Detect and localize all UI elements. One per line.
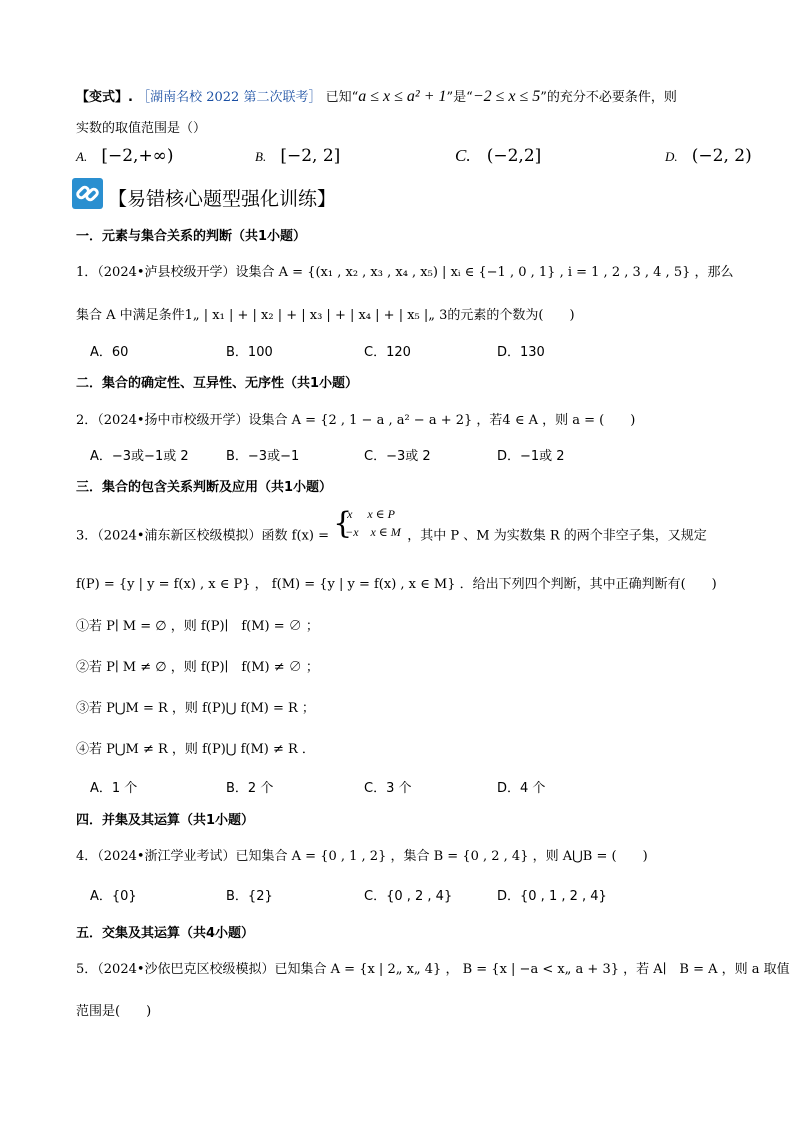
- q3-judgment-3: ③若 P⋃M = R ，则 f(P)⋃ f(M) = R ；: [76, 701, 315, 716]
- section-4-title: 四．并集及其运算（共1小题）: [76, 813, 255, 828]
- q3-line1: [76, 506, 707, 552]
- variant-question-line2: 实数的取值范围是（）: [76, 121, 207, 136]
- variant-text-c: ”的充分不必要条件，则: [540, 90, 677, 105]
- q2-option-a: A．−3或−1或 2: [90, 449, 189, 464]
- variant-source: ［湖南名校 2022 第二次联考］: [137, 90, 322, 105]
- q2-option-c: C．−3或 2: [364, 449, 431, 464]
- q3-line2: f(P) = {y | y = f(x) , x ∈ P} ， f(M) = {y | y = f(x) , x ∈ M} ．给出下列四个判断，其中正确判断有( ): [76, 577, 717, 592]
- q4-option-c: C．{0 , 2 , 4}: [364, 889, 453, 904]
- q3-option-b: B．2 个: [226, 781, 274, 796]
- q3-option-a: A．1 个: [90, 781, 138, 796]
- variant-condition-1: a ≤ x ≤ a² + 1: [358, 88, 447, 105]
- q3-case-1: x x ∈ P: [347, 507, 395, 521]
- variant-tag: 【变式】.: [76, 90, 133, 105]
- heading-title: 【易错核心题型强化训练】: [108, 188, 337, 210]
- option-letter: C.: [455, 146, 471, 165]
- q3-option-c: C．3 个: [364, 781, 412, 796]
- q2-option-d: D．−1或 2: [497, 449, 565, 464]
- q1-option-a: A．60: [90, 345, 129, 360]
- variant-option-a: [76, 146, 173, 166]
- option-letter: B.: [255, 149, 267, 164]
- option-letter: A.: [76, 149, 88, 164]
- section-2-title: 二．集合的确定性、互异性、无序性（共1小题）: [76, 376, 359, 391]
- q2-option-b: B．−3或−1: [226, 449, 300, 464]
- option-value: (−2,2]: [486, 146, 542, 166]
- q4-option-b: B．{2}: [226, 889, 273, 904]
- variant-option-b: [255, 146, 340, 166]
- section-1-title: 一．元素与集合关系的判断（共1小题）: [76, 229, 307, 244]
- option-value: [−2, 2]: [280, 146, 341, 166]
- variant-question-line1: [76, 86, 677, 106]
- q2-line1: 2．（2024•扬中市校级开学）设集合 A = {2 , 1 − a , a² − a + 2} ，若4 ∈ A ，则 a = ( ): [76, 413, 636, 428]
- q4-line1: 4．（2024•浙江学业考试）已知集合 A = {0 , 1 , 2} ，集合 B = {0 , 2 , 4} ，则 A⋃B = ( ): [76, 849, 648, 864]
- q3-option-d: D．4 个: [497, 781, 546, 796]
- q3-judgment-1: ①若 P∣ M = ∅ ，则 f(P)∣ f(M) = ∅ ；: [76, 619, 319, 634]
- q4-option-d: D．{0 , 1 , 2 , 4}: [497, 889, 607, 904]
- option-value: (−2, 2): [691, 146, 752, 166]
- q3-judgment-2: ②若 P∣ M ≠ ∅ ，则 f(P)∣ f(M) ≠ ∅ ；: [76, 660, 319, 675]
- variant-option-d: [665, 146, 752, 166]
- q1-option-b: B．100: [226, 345, 273, 360]
- variant-text-b: ”是“: [446, 90, 473, 105]
- q5-line2: 范围是( ): [76, 1004, 152, 1019]
- q1-line2: 集合 A 中满足条件1„ | x₁ | + | x₂ | + | x₃ | + | x₄ | + | x₅ |„ 3的元素的个数为( ): [76, 308, 575, 323]
- q5-line1: 5．（2024•沙依巴克区校级模拟）已知集合 A = {x | 2„ x„ 4} ， B = {x | −a < x„ a + 3} ，若 A∣ B = A ，则 a 取值: [76, 962, 790, 977]
- q3-text-a: 3．（2024•浦东新区校级模拟）函数 f(x) =: [76, 528, 329, 544]
- q3-text-b: ，其中 P 、M 为实数集 R 的两个非空子集，又规定: [407, 528, 707, 544]
- q3-case-2: −x x ∈ M: [345, 525, 401, 539]
- option-letter: D.: [665, 149, 678, 164]
- q1-option-d: D．130: [497, 345, 545, 360]
- option-value: [−2,+∞): [101, 146, 174, 166]
- q4-option-a: A．{0}: [90, 889, 137, 904]
- variant-condition-2: −2 ≤ x ≤ 5: [472, 88, 541, 105]
- variant-text-a: 已知“: [325, 90, 359, 105]
- q1-option-c: C．120: [364, 345, 411, 360]
- section-5-title: 五．交集及其运算（共4小题）: [76, 926, 255, 941]
- variant-option-c: [455, 146, 541, 166]
- q3-piecewise: [333, 506, 403, 543]
- q3-brace: {: [333, 506, 353, 541]
- q3-judgment-4: ④若 P⋃M ≠ R ，则 f(P)⋃ f(M) ≠ R ．: [76, 742, 315, 757]
- q1-line1: 1．（2024•泸县校级开学）设集合 A = {(x₁ , x₂ , x₃ , x₄ , x₅) | xᵢ ∈ {−1 , 0 , 1} , i = 1 , 2 , 3 , 4 , 5} ，那么: [76, 265, 734, 280]
- section-3-title: 三．集合的包含关系判断及应用（共1小题）: [76, 480, 333, 495]
- link-icon: [72, 178, 103, 209]
